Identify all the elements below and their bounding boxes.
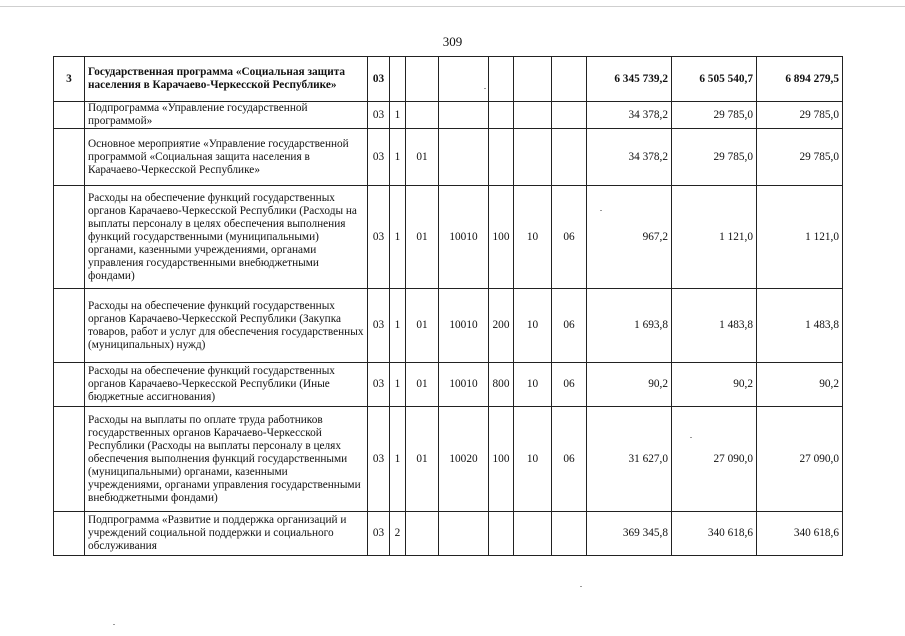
code-program: 03 [368, 407, 390, 512]
amount-year-2: 1 483,8 [672, 289, 757, 363]
code-subprogram: 1 [390, 102, 406, 129]
amount-year-1: 1 693,8 [587, 289, 672, 363]
row-name: Подпрограмма «Управление государственной программой» [85, 102, 368, 129]
code-subprogram [390, 57, 406, 102]
code-subprogram: 1 [390, 407, 406, 512]
amount-year-3: 29 785,0 [757, 102, 843, 129]
amount-year-1: 90,2 [587, 363, 672, 407]
code-direction [439, 129, 489, 186]
amount-year-1: 31 627,0 [587, 407, 672, 512]
scan-edge-line [0, 6, 905, 7]
code-program: 03 [368, 129, 390, 186]
code-section: 10 [514, 186, 552, 289]
scan-speck [113, 624, 115, 625]
code-main-event [406, 512, 439, 556]
code-program: 03 [368, 289, 390, 363]
amount-year-2: 340 618,6 [672, 512, 757, 556]
amount-year-3: 340 618,6 [757, 512, 843, 556]
code-expense-type [489, 102, 514, 129]
table-row [54, 289, 843, 363]
code-direction: 10020 [439, 407, 489, 512]
amount-year-1: 34 378,2 [587, 102, 672, 129]
code-expense-type [489, 129, 514, 186]
code-section [514, 512, 552, 556]
scan-speck [484, 88, 486, 89]
code-expense-type [489, 57, 514, 102]
code-section [514, 129, 552, 186]
code-direction: 10010 [439, 363, 489, 407]
code-subsection: 06 [552, 186, 587, 289]
code-direction [439, 512, 489, 556]
amount-year-2: 27 090,0 [672, 407, 757, 512]
code-direction: 10010 [439, 186, 489, 289]
amount-year-2: 29 785,0 [672, 102, 757, 129]
amount-year-3: 1 483,8 [757, 289, 843, 363]
code-subsection: 06 [552, 407, 587, 512]
code-subprogram: 1 [390, 129, 406, 186]
code-program: 03 [368, 512, 390, 556]
code-main-event [406, 102, 439, 129]
table-row [54, 129, 843, 186]
code-expense-type: 100 [489, 407, 514, 512]
row-name: Основное мероприятие «Управление государственной программой «Социальная защита населения в Карачаево-Черкесской Республике» [85, 129, 368, 186]
code-direction: 10010 [439, 289, 489, 363]
amount-year-1: 369 345,8 [587, 512, 672, 556]
code-subsection [552, 129, 587, 186]
code-direction [439, 102, 489, 129]
amount-year-1: 34 378,2 [587, 129, 672, 186]
table-row [54, 186, 843, 289]
row-number [54, 129, 85, 186]
code-subprogram: 1 [390, 363, 406, 407]
row-name: Расходы на выплаты по оплате труда работников государственных органов Карачаево-Черкесской Республики (Расходы на выплаты персоналу в целях обеспечения выполнения функций государственными (муниципальными) органами, казенными учреждениями, органами управления государственными внебюджетными фондами) [85, 407, 368, 512]
table-row [54, 407, 843, 512]
budget-table [53, 56, 843, 556]
code-main-event: 01 [406, 407, 439, 512]
row-number [54, 186, 85, 289]
code-expense-type: 800 [489, 363, 514, 407]
amount-year-2: 6 505 540,7 [672, 57, 757, 102]
row-number [54, 102, 85, 129]
code-subsection [552, 57, 587, 102]
scan-speck [580, 586, 582, 587]
amount-year-3: 27 090,0 [757, 407, 843, 512]
amount-year-2: 90,2 [672, 363, 757, 407]
code-section: 10 [514, 407, 552, 512]
page-number: 309 [442, 34, 463, 49]
code-expense-type [489, 512, 514, 556]
row-number [54, 289, 85, 363]
scan-speck [690, 437, 692, 438]
budget-table-body [54, 57, 843, 556]
code-subsection: 06 [552, 289, 587, 363]
row-name: Расходы на обеспечение функций государственных органов Карачаево-Черкесской Республики (Закупка товаров, работ и услуг для обеспечения государственных (муниципальных) нужд) [85, 289, 368, 363]
amount-year-3: 90,2 [757, 363, 843, 407]
code-program: 03 [368, 57, 390, 102]
amount-year-3: 1 121,0 [757, 186, 843, 289]
code-subsection: 06 [552, 363, 587, 407]
code-program: 03 [368, 363, 390, 407]
table-row [54, 102, 843, 129]
row-name: Расходы на обеспечение функций государственных органов Карачаево-Черкесской Республики (Иные бюджетные ассигнования) [85, 363, 368, 407]
amount-year-1: 6 345 739,2 [587, 57, 672, 102]
row-number [54, 363, 85, 407]
row-number [54, 407, 85, 512]
code-main-event: 01 [406, 129, 439, 186]
amount-year-3: 29 785,0 [757, 129, 843, 186]
row-name: Расходы на обеспечение функций государственных органов Карачаево-Черкесской Республики (Расходы на выплаты персоналу в целях обеспечения выполнения функций государственными (муниципальными) органами, казенными учреждениями, органами управления государственными внебюджетными фондами) [85, 186, 368, 289]
row-name: Государственная программа «Социальная защита населения в Карачаево-Черкесской Республике» [85, 57, 368, 102]
code-main-event [406, 57, 439, 102]
code-section [514, 57, 552, 102]
code-subsection [552, 512, 587, 556]
row-number [54, 512, 85, 556]
code-section: 10 [514, 363, 552, 407]
code-subprogram: 2 [390, 512, 406, 556]
code-expense-type: 100 [489, 186, 514, 289]
code-section: 10 [514, 289, 552, 363]
table-row [54, 363, 843, 407]
table-row [54, 57, 843, 102]
amount-year-2: 29 785,0 [672, 129, 757, 186]
code-subsection [552, 102, 587, 129]
code-program: 03 [368, 102, 390, 129]
code-section [514, 102, 552, 129]
amount-year-2: 1 121,0 [672, 186, 757, 289]
table-row [54, 512, 843, 556]
row-name: Подпрограмма «Развитие и поддержка организаций и учреждений социальной поддержки и социального обслуживания [85, 512, 368, 556]
scan-speck [600, 210, 602, 211]
code-subprogram: 1 [390, 186, 406, 289]
row-number: 3 [54, 57, 85, 102]
amount-year-1: 967,2 [587, 186, 672, 289]
code-direction [439, 57, 489, 102]
amount-year-3: 6 894 279,5 [757, 57, 843, 102]
code-main-event: 01 [406, 186, 439, 289]
code-main-event: 01 [406, 363, 439, 407]
code-program: 03 [368, 186, 390, 289]
code-subprogram: 1 [390, 289, 406, 363]
code-expense-type: 200 [489, 289, 514, 363]
code-main-event: 01 [406, 289, 439, 363]
